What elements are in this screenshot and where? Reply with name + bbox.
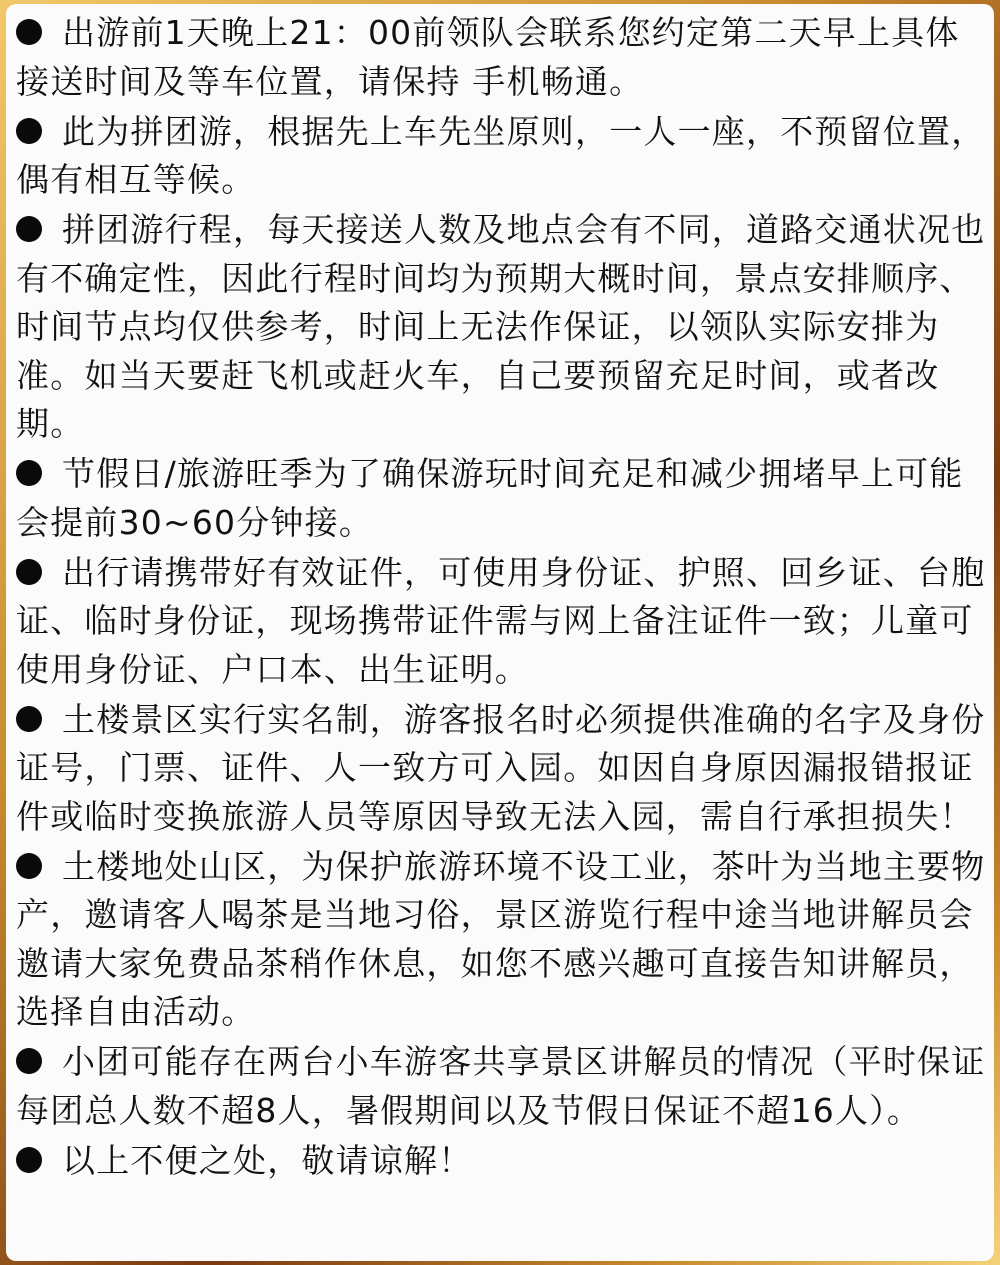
bullet-icon — [16, 853, 42, 879]
bullet-icon — [16, 216, 42, 242]
notice-text: 出游前1天晚上21：00前领队会联系您约定第二天早上具体接送时间及等车位置，请保持 手机畅通。 — [16, 13, 960, 101]
notice-item — [16, 9, 988, 106]
notice-item — [16, 1137, 988, 1186]
bullet-icon — [16, 1147, 42, 1173]
notice-item — [16, 843, 988, 1037]
notice-text: 土楼地处山区，为保护旅游环境不设工业，茶叶为当地主要物产，邀请客人喝茶是当地习俗，景区游览行程中途当地讲解员会邀请大家免费品茶稍作休息，如您不感兴趣可直接告知讲解员，选择自由活动。 — [16, 846, 986, 1031]
notice-item — [16, 549, 988, 695]
bullet-icon — [16, 559, 42, 585]
notice-item — [16, 108, 988, 205]
notice-text: 节假日/旅游旺季为了确保游玩时间充足和减少拥堵早上可能会提前30~60分钟接。 — [16, 454, 964, 542]
notice-item — [16, 206, 988, 449]
notice-card — [6, 4, 994, 1261]
notice-item — [16, 696, 988, 842]
notice-item — [16, 450, 988, 547]
bullet-icon — [16, 19, 42, 45]
bullet-icon — [16, 1048, 42, 1074]
notice-text: 土楼景区实行实名制，游客报名时必须提供准确的名字及身份证号，门票、证件、人一致方可入园。如因自身原因漏报错报证件或临时变换旅游人员等原因导致无法入园，需自行承担损失！ — [16, 699, 986, 836]
bullet-icon — [16, 460, 42, 486]
bullet-icon — [16, 706, 42, 732]
bullet-icon — [16, 118, 42, 144]
notice-text: 此为拼团游，根据先上车先坐原则，一人一座，不预留位置，偶有相互等候。 — [16, 111, 986, 199]
notice-text: 小团可能存在两台小车游客共享景区讲解员的情况（平时保证每团总人数不超8人，暑假期间以及节假日保证不超16人）。 — [16, 1042, 986, 1130]
notice-item — [16, 1038, 988, 1135]
notice-text: 出行请携带好有效证件，可使用身份证、护照、回乡证、台胞证、临时身份证，现场携带证件需与网上备注证件一致；儿童可使用身份证、户口本、出生证明。 — [16, 552, 986, 689]
notice-text: 拼团游行程，每天接送人数及地点会有不同，道路交通状况也有不确定性，因此行程时间均为预期大概时间，景点安排顺序、时间节点均仅供参考，时间上无法作保证，以领队实际安排为准。如当天要赶飞机或赶火车，自己要预留充足时间，或者改期。 — [16, 210, 986, 443]
notice-text: 以上不便之处，敬请谅解！ — [62, 1140, 473, 1180]
